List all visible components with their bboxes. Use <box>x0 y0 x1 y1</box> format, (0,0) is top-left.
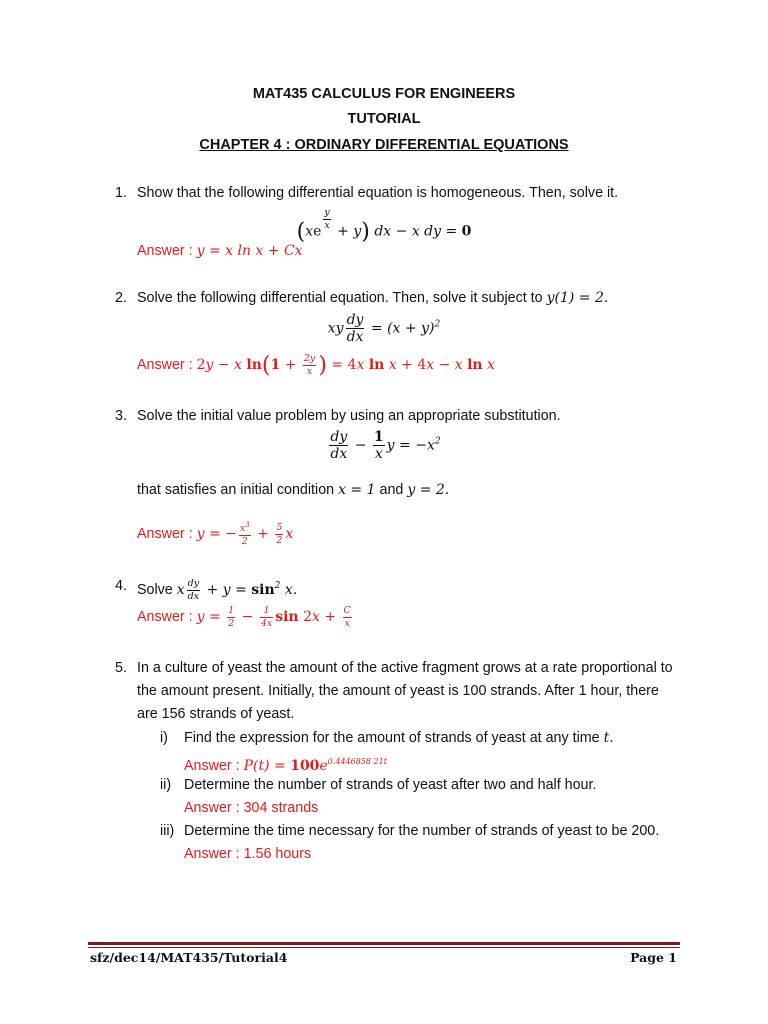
question-1-answer: Answer : y = x ln x + Cx <box>137 243 303 259</box>
question-5-line-3: are 156 strands of yeast. <box>137 706 295 722</box>
question-5-part-ii-text: Determine the number of strands of yeast after two and half hour. <box>184 777 597 793</box>
question-5-line-2: the amount present. Initially, the amount of yeast is 100 strands. After 1 hour, there <box>137 683 659 699</box>
question-3-text: Solve the initial value problem by using an appropriate substitution. <box>137 408 561 424</box>
question-4-text: Solve x $\frac{dy}{dx}$ + $y = \sin^2 x$. <box>137 578 298 602</box>
footer-rule-thick <box>88 942 680 945</box>
question-2-text: Solve the following differential equation. Then, solve it subject to y(1) = 2. <box>137 290 609 306</box>
question-4-number: 4. <box>115 578 127 594</box>
footer-document-id: sfz/dec14/MAT435/Tutorial4 <box>90 950 288 965</box>
question-5-part-i-label: i) <box>160 730 168 746</box>
question-3-condition: that satisfies an initial condition x = 1 and y = 2. <box>137 482 450 498</box>
question-2-equation: xy $\frac{dy}{dx}$ = $(x + y)^2$ <box>327 312 441 345</box>
question-5-part-ii-answer: Answer : 304 strands <box>184 800 319 816</box>
chapter-heading: CHAPTER 4 : ORDINARY DIFFERENTIAL EQUATIONS <box>199 137 569 153</box>
question-2-number: 2. <box>115 290 127 306</box>
question-3-number: 3. <box>115 408 127 424</box>
question-1-equation: (xe $\frac{y}{x}$ + y) dx − x dy = 0 <box>296 207 472 245</box>
question-5-part-ii-label: ii) <box>160 777 172 793</box>
question-5-part-iii-answer: Answer : 1.56 hours <box>184 846 312 862</box>
question-5-line-1: In a culture of yeast the amount of the active fragment grows at a rate proportional to <box>137 660 673 676</box>
question-5-part-iii-label: iii) <box>160 823 175 839</box>
question-1-number: 1. <box>115 185 127 201</box>
question-1-text: Show that the following differential equation is homogeneous. Then, solve it. <box>137 185 619 201</box>
question-5-part-iii-text: Determine the time necessary for the number of strands of yeast to be 200. <box>184 823 660 839</box>
question-5-number: 5. <box>115 660 127 676</box>
footer-page-number: Page 1 <box>630 950 677 965</box>
question-3-answer: Answer : y = − $\frac{x^3}{2}$ + $\frac{5}{2}$ x <box>137 521 294 547</box>
footer-rule-thin <box>88 947 680 948</box>
question-5-part-i-answer: Answer : $P(t) = 100e^{0.4446858 21t}$ <box>184 757 387 774</box>
question-2-answer: Answer : 2y − x ln(1 + $\frac{2y}{x}$ ) = 4x ln x + 4x − x ln x <box>137 353 495 378</box>
document-subtitle: TUTORIAL <box>347 111 421 127</box>
question-5-part-i-text: Find the expression for the amount of strands of yeast at any time t. <box>184 730 614 746</box>
question-4-answer: Answer : y = $\frac{1}{2}$ − $\frac{1}{4x}$ sin 2x + $\frac{C}{x}$ <box>137 605 351 629</box>
document-title: MAT435 CALCULUS FOR ENGINEERS <box>252 86 516 102</box>
question-3-equation: $\frac{dy}{dx}$ − $\frac{1}{x}$ $y = -x^2$ <box>330 429 441 462</box>
